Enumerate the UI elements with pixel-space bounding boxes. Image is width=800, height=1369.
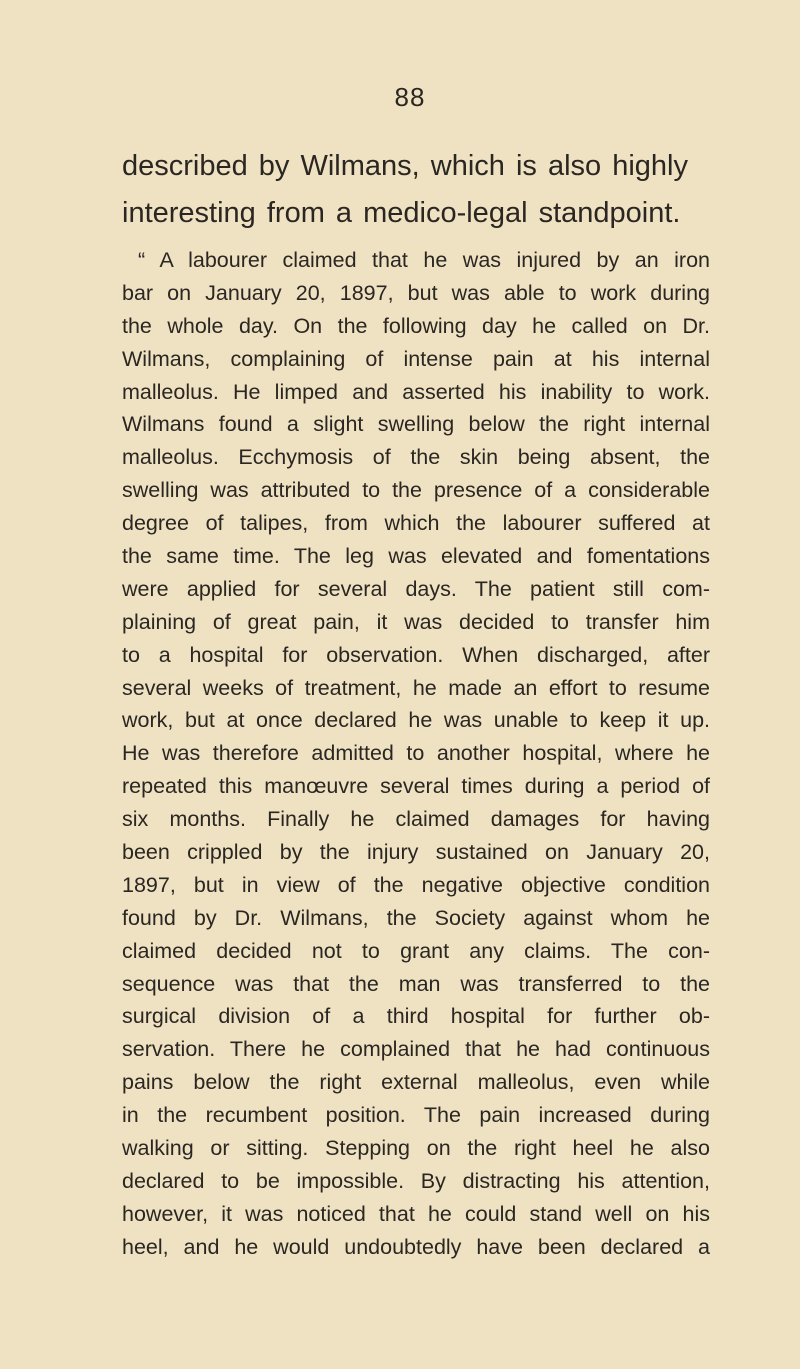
text-line: He was therefore admitted to another hospital, where he — [122, 741, 710, 766]
text-line: heel, and he would undoubtedly have been declared a — [122, 1234, 710, 1259]
text-line: however, it was noticed that he could stand well on his — [122, 1201, 710, 1226]
text-line: been crippled by the injury sustained on January 20, — [122, 840, 710, 865]
text-line: work, but at once declared he was unable to keep it up. — [122, 708, 710, 733]
text-line: found by Dr. Wilmans, the Society against whom he — [122, 905, 710, 930]
text-line: “ A labourer claimed that he was injured by an iron — [138, 248, 710, 272]
text-line: claimed decided not to grant any claims. The con- — [122, 938, 710, 963]
text-line: walking or sitting. Stepping on the right heel he also — [122, 1136, 710, 1161]
text-line: six months. Finally he claimed damages for having — [122, 807, 710, 832]
text-line: the whole day. On the following day he called on Dr. — [122, 313, 710, 338]
text-line: to a hospital for observation. When discharged, after — [122, 642, 710, 667]
text-line: surgical division of a third hospital for further ob- — [122, 1004, 710, 1029]
text-line: the same time. The leg was elevated and fomentations — [122, 544, 710, 569]
text-line: malleolus. He limped and asserted his inability to work. — [122, 379, 710, 404]
text-line: degree of talipes, from which the labourer suffered at — [122, 511, 710, 536]
text-line: declared to be impossible. By distracting his attention, — [122, 1168, 710, 1193]
text-line: Wilmans found a slight swelling below the right internal — [122, 412, 710, 437]
text-line: pains below the right external malleolus, even while — [122, 1070, 710, 1095]
text-line: described by Wilmans, which is also highly — [122, 150, 688, 182]
text-line: malleolus. Ecchymosis of the skin being absent, the — [122, 445, 710, 470]
text-line: repeated this manœuvre several times during a period of — [122, 774, 710, 799]
text-line: swelling was attributed to the presence of a considerable — [122, 478, 710, 503]
page-number: 88 — [394, 82, 426, 112]
text-line: 1897, but in view of the negative objective condition — [122, 872, 710, 897]
text-line: plaining of great pain, it was decided to transfer him — [122, 609, 710, 634]
lead-paragraph — [122, 143, 710, 237]
text-line: were applied for several days. The patient still com- — [122, 576, 710, 601]
text-line: servation. There he complained that he had continuous — [122, 1037, 710, 1062]
quoted-case-paragraph — [122, 244, 710, 1264]
text-line: sequence was that the man was transferred to the — [122, 971, 710, 996]
text-line: several weeks of treatment, he made an effort to resume — [122, 675, 710, 700]
text-line: in the recumbent position. The pain increased during — [122, 1103, 710, 1128]
text-line: bar on January 20, 1897, but was able to work during — [122, 280, 710, 305]
text-line: interesting from a medico-legal standpoint. — [122, 197, 681, 229]
text-line: Wilmans, complaining of intense pain at his internal — [122, 346, 710, 371]
